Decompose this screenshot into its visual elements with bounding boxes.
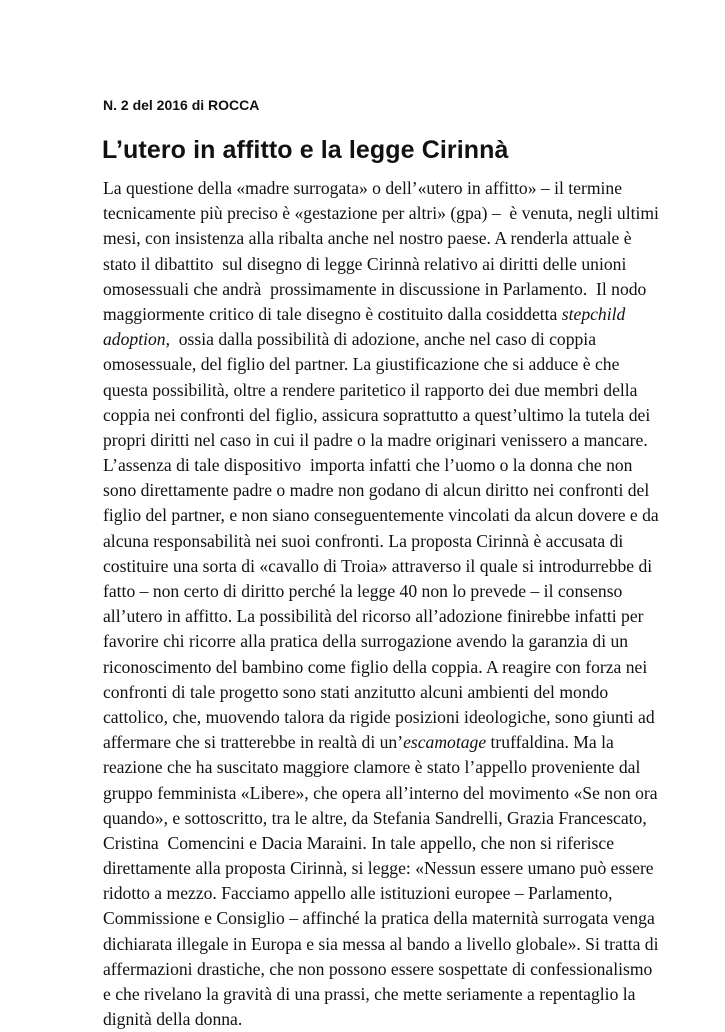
text-span: direttamente alla proposta Cirinnà, si legge: «Nessun essere umano può essere	[103, 858, 654, 879]
text-line	[103, 554, 703, 579]
text-line	[103, 604, 703, 629]
text-span: costituire una sorta di «cavallo di Troia» attraverso il quale si introdurrebbe di	[103, 555, 653, 576]
italic-text: adoption	[103, 329, 166, 350]
text-line	[103, 428, 703, 453]
text-line	[103, 201, 703, 226]
text-line	[103, 453, 703, 478]
text-span: cattolico, che, muovendo talora da rigide posizioni ideologiche, sono giunti ad	[103, 706, 655, 727]
text-span: favorire chi ricorre alla pratica della surrogazione avendo la garanzia di un	[103, 631, 629, 652]
text-span: gruppo femminista «Libere», che opera all’interno del movimento «Se non ora	[103, 782, 658, 803]
text-line	[103, 957, 703, 982]
text-span: riconoscimento del bambino come figlio della coppia. A reagire con forza nei	[103, 656, 648, 677]
text-line	[103, 403, 703, 428]
text-line	[103, 655, 703, 680]
italic-text: escamotage	[403, 732, 487, 753]
text-line	[103, 831, 703, 856]
text-line	[103, 529, 703, 554]
text-line	[103, 478, 703, 503]
text-line	[103, 906, 703, 931]
text-span: confronti di tale progetto sono stati anzitutto alcuni ambienti del mondo	[103, 681, 609, 702]
text-span: figlio del partner, e non siano conseguentemente vincolati da alcun dovere e da	[103, 505, 659, 526]
text-span: dichiarata illegale in Europa e sia messa al bando a livello globale». Si tratta di	[103, 933, 659, 954]
text-line	[103, 1007, 703, 1032]
text-span: tecnicamente più preciso è «gestazione per altri» (gpa) – è venuta, negli ultimi	[103, 203, 659, 224]
text-line	[103, 378, 703, 403]
text-line	[103, 277, 703, 302]
text-line	[103, 781, 703, 806]
text-line	[103, 705, 703, 730]
text-span: affermazioni drastiche, che non possono essere sospettate di confessionalismo	[103, 958, 653, 979]
text-span: truffaldina. Ma la	[486, 732, 614, 753]
text-span: propri diritti nel caso in cui il padre o la madre originari venissero a mancare.	[103, 429, 648, 450]
text-line	[103, 503, 703, 528]
text-line	[103, 327, 703, 352]
text-span: e che rivelano la gravità di una prassi, che mette seriamente a repentaglio la	[103, 984, 636, 1004]
text-span: questa possibilità, oltre a rendere paritetico il rapporto dei due membri della	[103, 379, 638, 400]
text-span: affermare che si tratterebbe in realtà di un’	[103, 732, 404, 753]
text-span: L’assenza di tale dispositivo importa infatti che l’uomo o la donna che non	[103, 455, 633, 476]
text-span: dignità della donna.	[103, 1009, 243, 1030]
text-span: reazione che ha suscitato maggiore clamore è stato l’appello proveniente dal	[103, 757, 641, 778]
text-line	[103, 856, 703, 881]
text-line	[103, 176, 703, 201]
text-line	[103, 352, 703, 377]
text-line	[103, 932, 703, 957]
text-line	[103, 730, 703, 755]
text-span: sono direttamente padre o madre non godano di alcun diritto nei confronti del	[103, 480, 650, 501]
text-span: quando», e sottoscritto, tra le altre, da Stefania Sandrelli, Grazia Francescato,	[103, 807, 647, 828]
text-span: mesi, con insistenza alla ribalta anche nel nostro paese. A renderla attuale è	[103, 228, 632, 249]
text-span: stato il dibattito sul disegno di legge Cirinnà relativo ai diritti delle unioni	[103, 253, 627, 274]
text-span: coppia nei confronti del figlio, assicura soprattutto a quest’ultimo la tutela dei	[103, 404, 651, 425]
text-span: omosessuale, del figlio del partner. La giustificazione che si adduce è che	[103, 354, 620, 375]
text-span: ridotto a mezzo. Facciamo appello alle istituzioni europee – Parlamento,	[103, 883, 613, 904]
text-line	[103, 680, 703, 705]
text-span: maggiormente critico di tale disegno è costituito dalla cosiddetta	[103, 303, 562, 324]
text-line	[103, 881, 703, 906]
text-line	[103, 982, 703, 1007]
text-line	[103, 302, 703, 327]
article-body	[103, 176, 703, 1032]
text-span: La questione della «madre surrogata» o dell’«utero in affitto» – il termine	[103, 178, 623, 198]
text-span: omosessuali che andrà prossimamente in discussione in Parlamento. Il nodo	[103, 278, 647, 299]
issue-reference: N. 2 del 2016 di ROCCA	[103, 97, 260, 113]
text-span: fatto – non certo di diritto perché la legge 40 non lo prevede – il consenso	[103, 581, 623, 601]
text-line	[103, 755, 703, 780]
text-span: Commissione e Consiglio – affinché la pratica della maternità surrogata venga	[103, 908, 655, 929]
text-span: alcuna responsabilità nei suoi confronti. La proposta Cirinnà è accusata di	[103, 530, 624, 551]
text-line	[103, 226, 703, 251]
article-title: L’utero in affitto e la legge Cirinnà	[102, 136, 509, 164]
italic-text: stepchild	[561, 303, 626, 324]
text-span: all’utero in affitto. La possibilità del ricorso all’adozione finirebbe infatti per	[103, 606, 644, 627]
text-line	[103, 629, 703, 654]
text-line	[103, 252, 703, 277]
text-span: , ossia dalla possibilità di adozione, anche nel caso di coppia	[165, 329, 596, 350]
text-span: Cristina Comencini e Dacia Maraini. In tale appello, che non si riferisce	[103, 832, 615, 853]
text-line	[103, 806, 703, 831]
text-line	[103, 579, 703, 604]
